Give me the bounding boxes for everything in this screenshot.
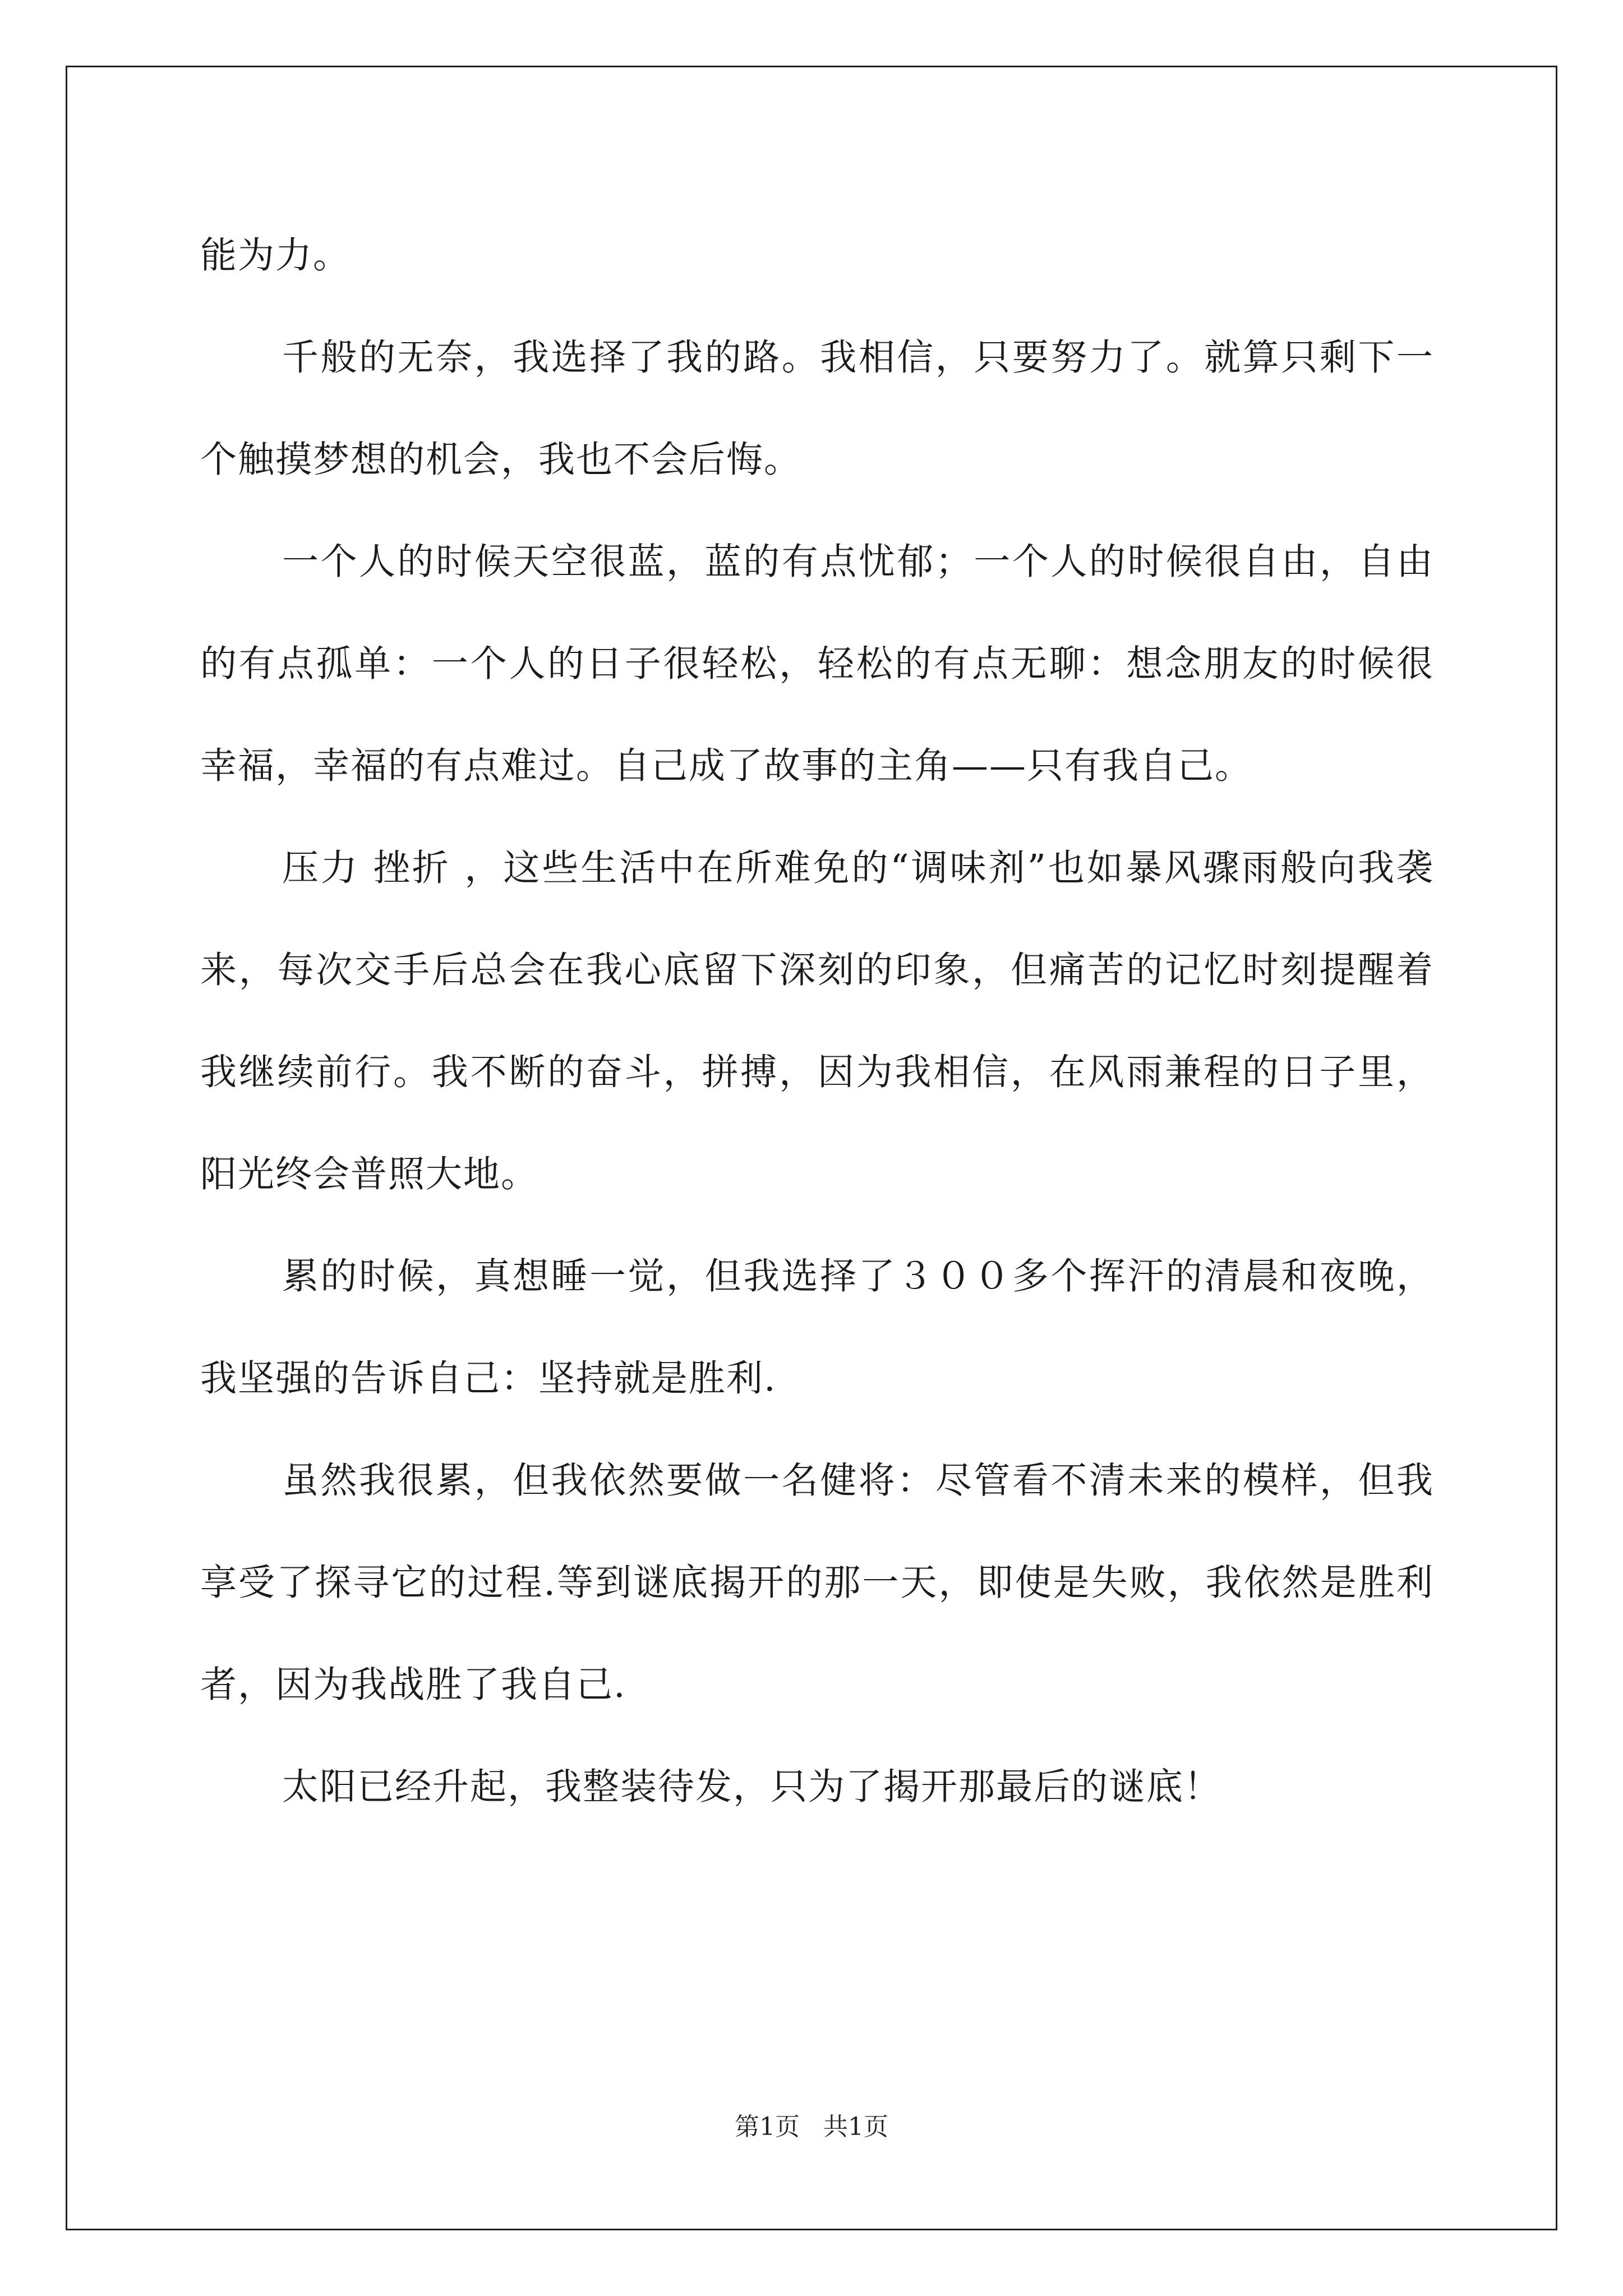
paragraph: 太阳已经升起，我整装待发，只为了揭开那最后的谜底！: [282, 1766, 1222, 1808]
paragraph: 能为力。: [200, 234, 351, 277]
paragraph: 虽然我很累，但我依然要做一名健将：尽管看不清未来的模样，但我享受了探寻它的过程.等到谜底揭开的那一天，即使是失败，我依然是胜利者，因为我战胜了我自己.: [200, 1460, 1434, 1706]
paragraph: 压力 挫折 ，这些生活中在所难免的“调味剂”也如暴风骤雨般向我袭来，每次交手后总会在我心底留下深刻的印象，但痛苦的记忆时刻提醒着我继续前行。我不断的奋斗，拼搏，因为我相信，在风雨兼程的日子里，阳光终会普照大地。: [200, 847, 1434, 1195]
document-body: [200, 205, 1434, 1838]
page-number-footer: 第1页 共1页: [735, 2113, 888, 2141]
paragraph: 千般的无奈，我选择了我的路。我相信，只要努力了。就算只剩下一个触摸梦想的机会，我也不会后悔。: [200, 337, 1434, 481]
paragraph: 累的时候，真想睡一觉，但我选择了３００多个挥汗的清晨和夜晚，我坚强的告诉自己：坚持就是胜利.: [200, 1255, 1434, 1400]
paragraph: 一个人的时候天空很蓝，蓝的有点忧郁；一个人的时候很自由，自由的有点孤单：一个人的日子很轻松，轻松的有点无聊：想念朋友的时候很幸福，幸福的有点难过。自己成了故事的主角——只有我自己。: [200, 541, 1434, 787]
